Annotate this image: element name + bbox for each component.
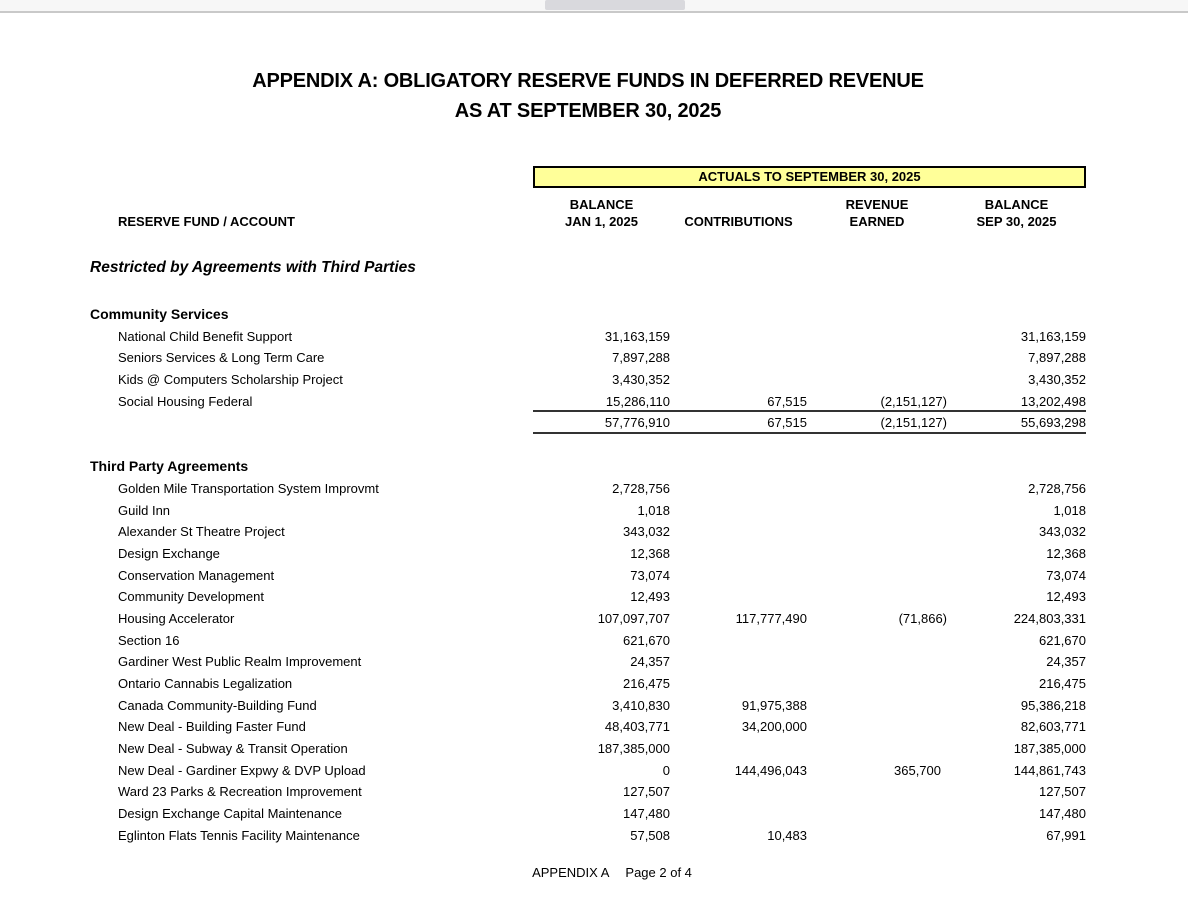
cell-balance-sep: 343,032 (1039, 524, 1086, 540)
cell-revenue-earned (807, 673, 947, 695)
cell-balance-sep: 127,507 (1039, 784, 1086, 800)
cell-contributions: 144,496,043 (734, 762, 807, 778)
cell-contributions (670, 651, 807, 673)
cell-balance-jan: 127,507 (623, 784, 670, 800)
cell-contributions (670, 347, 807, 369)
cell-revenue-earned (807, 369, 947, 391)
table-row (90, 630, 1086, 652)
table-row (90, 673, 1086, 695)
title-line-1: APPENDIX A: OBLIGATORY RESERVE FUNDS IN DEFERRED REVENUE (252, 70, 924, 92)
cell-revenue-earned (807, 347, 947, 369)
group-header-restricted: Restricted by Agreements with Third Parties (90, 259, 416, 276)
cell-balance-jan: 24,357 (630, 654, 670, 670)
cell-contributions (670, 630, 807, 652)
row-label: Canada Community-Building Fund (118, 697, 317, 713)
cell-revenue-earned (807, 716, 947, 738)
cell-balance-jan: 107,097,707 (597, 610, 670, 626)
cell-balance-sep: 2,728,756 (1028, 480, 1086, 496)
cell-balance-sep: 67,991 (1046, 827, 1086, 843)
row-label: Community Development (118, 589, 264, 605)
table-body (90, 304, 1086, 847)
cell-revenue-earned (807, 825, 947, 847)
row-label: Eglinton Flats Tennis Facility Maintenance (118, 827, 360, 843)
table-row (90, 500, 1086, 522)
cell-balance-sep: 82,603,771 (1020, 719, 1086, 735)
table-row (90, 391, 1086, 413)
cell-balance-sep: 12,368 (1046, 545, 1086, 561)
cell-revenue-earned (807, 326, 947, 348)
row-label: Design Exchange (118, 545, 220, 561)
cell-balance-jan: 15,286,110 (533, 391, 670, 413)
column-header-balance-jan: BALANCE JAN 1, 2025 (565, 197, 638, 229)
cell-revenue-earned: 365,700 (894, 762, 941, 778)
cell-balance-jan: 147,480 (623, 806, 670, 822)
cell-contributions (670, 326, 807, 348)
table-row (90, 478, 1086, 500)
cell-balance-jan: 187,385,000 (597, 741, 670, 757)
document-page (90, 66, 1086, 880)
title-line-2: AS AT SEPTEMBER 30, 2025 (454, 100, 722, 122)
table-row (90, 565, 1086, 587)
footer-appendix-label: APPENDIX A (532, 864, 610, 880)
row-label: Gardiner West Public Realm Improvement (118, 654, 362, 670)
table-row (90, 608, 1086, 630)
cell-balance-sep: 1,018 (1053, 502, 1086, 518)
row-label: Seniors Services & Long Term Care (118, 350, 325, 366)
cell-balance-sep: 95,386,218 (1020, 697, 1086, 713)
section-header: Third Party Agreements (90, 458, 249, 475)
cell-balance-jan: 57,776,910 (533, 412, 670, 434)
cell-balance-sep: 73,074 (1046, 567, 1086, 583)
cell-contributions (670, 673, 807, 695)
table-row (90, 651, 1086, 673)
section-header: Community Services (90, 306, 229, 322)
cell-balance-jan: 343,032 (623, 524, 670, 540)
table-row (90, 586, 1086, 608)
cell-balance-jan: 31,163,159 (604, 328, 670, 344)
column-header-balance-sep: BALANCE SEP 30, 2025 (976, 197, 1057, 229)
cell-revenue-earned (807, 630, 947, 652)
row-label: Kids @ Computers Scholarship Project (118, 372, 343, 388)
table-row (90, 760, 1086, 782)
cell-contributions (670, 586, 807, 608)
cell-revenue-earned (807, 695, 947, 717)
cell-revenue-earned (807, 738, 947, 760)
cell-contributions: 34,200,000 (741, 719, 807, 735)
table-row (90, 695, 1086, 717)
cell-contributions (670, 478, 807, 500)
cell-balance-sep: 12,493 (1046, 589, 1086, 605)
footer-page-number: Page 2 of 4 (625, 864, 692, 880)
cell-balance-jan: 12,493 (630, 589, 670, 605)
scrollbar-thumb[interactable] (545, 0, 685, 10)
actuals-banner-row (90, 166, 1086, 188)
row-label: Ward 23 Parks & Recreation Improvement (118, 784, 362, 800)
cell-balance-sep: 3,430,352 (1028, 372, 1086, 388)
cell-balance-jan: 57,508 (630, 827, 670, 843)
section-total-row (90, 412, 1086, 434)
table-row (90, 347, 1086, 369)
table-row (90, 825, 1086, 847)
cell-revenue-earned (807, 543, 947, 565)
row-label: Ontario Cannabis Legalization (118, 676, 293, 691)
cell-revenue-earned (807, 565, 947, 587)
row-label: New Deal - Gardiner Expwy & DVP Upload (118, 762, 366, 778)
row-label: Golden Mile Transportation System Improvmt (118, 480, 379, 496)
row-label (90, 412, 533, 434)
cell-contributions (670, 565, 807, 587)
table-row (90, 716, 1086, 738)
cell-balance-jan: 0 (662, 762, 670, 778)
cell-contributions (670, 781, 807, 803)
document-title (90, 66, 1086, 126)
cell-balance-jan: 48,403,771 (604, 719, 670, 735)
cell-contributions: 91,975,388 (741, 697, 807, 713)
cell-balance-sep: 621,670 (1039, 632, 1086, 648)
cell-balance-sep: 224,803,331 (1013, 610, 1086, 626)
row-label: National Child Benefit Support (118, 328, 293, 344)
cell-revenue-earned: (71,866) (898, 610, 947, 626)
row-label: Guild Inn (118, 502, 171, 518)
table-row (90, 326, 1086, 348)
cell-balance-jan: 12,368 (630, 545, 670, 561)
cell-contributions (670, 738, 807, 760)
table-row (90, 369, 1086, 391)
cell-contributions (670, 500, 807, 522)
actuals-banner: ACTUALS TO SEPTEMBER 30, 2025 (533, 166, 1086, 188)
row-label: Section 16 (118, 632, 180, 648)
column-header-revenue-earned: REVENUE EARNED (845, 197, 909, 229)
cell-revenue-earned: (2,151,127) (807, 391, 947, 413)
cell-contributions (670, 521, 807, 543)
cell-balance-sep: 13,202,498 (947, 391, 1086, 413)
cell-balance-sep: 147,480 (1039, 806, 1086, 822)
cell-revenue-earned (807, 478, 947, 500)
cell-contributions (670, 543, 807, 565)
table-row (90, 781, 1086, 803)
cell-revenue-earned: (2,151,127) (807, 412, 947, 434)
cell-contributions (670, 803, 807, 825)
cell-balance-jan: 1,018 (637, 502, 670, 518)
cell-revenue-earned (807, 781, 947, 803)
cell-balance-jan: 7,897,288 (612, 350, 670, 366)
row-label: Social Housing Federal (118, 393, 253, 409)
row-label: New Deal - Building Faster Fund (118, 719, 306, 735)
cell-contributions: 117,777,490 (735, 610, 807, 626)
cell-contributions: 67,515 (670, 412, 807, 434)
cell-revenue-earned (807, 651, 947, 673)
table-row (90, 521, 1086, 543)
cell-balance-jan: 73,074 (630, 567, 670, 583)
cell-revenue-earned (807, 803, 947, 825)
cell-revenue-earned (807, 521, 947, 543)
cell-balance-sep: 187,385,000 (1013, 741, 1086, 757)
table-row (90, 543, 1086, 565)
cell-balance-sep: 216,475 (1039, 676, 1086, 691)
column-header-account: RESERVE FUND / ACCOUNT (118, 214, 295, 229)
cell-revenue-earned (807, 500, 947, 522)
row-label: Design Exchange Capital Maintenance (118, 806, 343, 822)
page-footer (114, 865, 1110, 880)
cell-revenue-earned (807, 586, 947, 608)
row-label: Conservation Management (118, 567, 275, 583)
table-row (90, 803, 1086, 825)
row-label: Alexander St Theatre Project (118, 524, 285, 540)
cell-balance-sep: 31,163,159 (1020, 328, 1086, 344)
cell-balance-sep: 24,357 (1046, 654, 1086, 670)
cell-balance-jan: 216,475 (623, 676, 670, 691)
viewer-top-bar (0, 0, 1188, 13)
cell-balance-jan: 621,670 (623, 632, 670, 648)
cell-balance-sep: 7,897,288 (1028, 350, 1086, 366)
cell-contributions: 10,483 (767, 827, 807, 843)
column-header-row (90, 196, 1086, 230)
row-label: Housing Accelerator (118, 610, 235, 626)
cell-balance-sep: 144,861,743 (1013, 762, 1086, 778)
row-label: New Deal - Subway & Transit Operation (118, 741, 348, 757)
cell-balance-jan: 2,728,756 (612, 480, 670, 496)
cell-balance-sep: 55,693,298 (947, 412, 1086, 434)
table-row (90, 738, 1086, 760)
cell-balance-jan: 3,430,352 (612, 372, 670, 388)
cell-balance-jan: 3,410,830 (612, 697, 670, 713)
cell-contributions (670, 369, 807, 391)
cell-contributions: 67,515 (670, 391, 807, 413)
column-header-contributions: CONTRIBUTIONS (684, 214, 793, 229)
